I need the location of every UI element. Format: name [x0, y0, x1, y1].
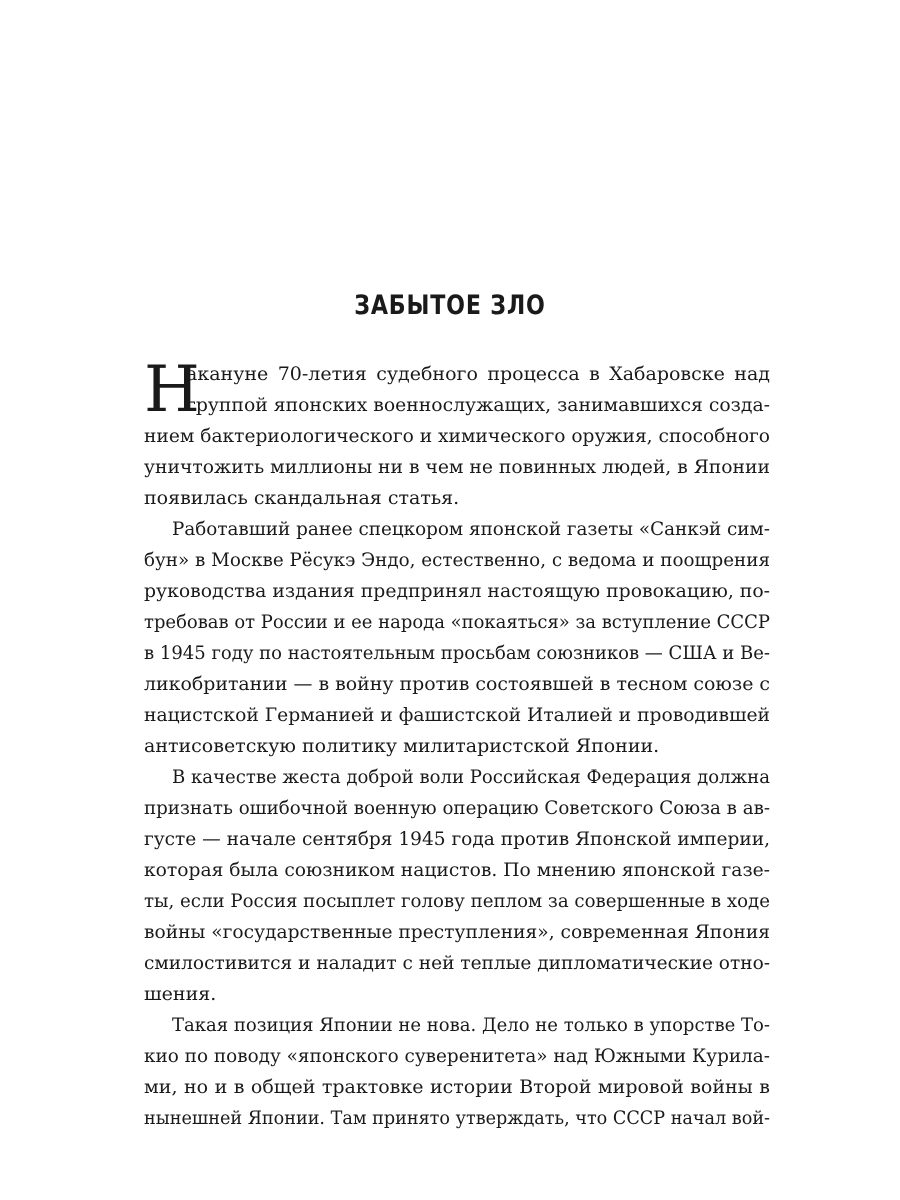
- text-line: нацистской Германией и фашистской Италией и проводившей: [144, 704, 770, 726]
- text-line: в 1945 году по настоятельным просьбам союзников — США и Ве-: [144, 642, 770, 664]
- paragraph: [144, 762, 770, 1010]
- text-line: признать ошибочной военную операцию Советского Союза в ав-: [144, 797, 770, 819]
- text-line: войны «государственные преступления», современная Япония: [144, 921, 770, 943]
- text-line: шения.: [144, 983, 217, 1005]
- text-line: ликобритании — в войну против состоявшей в тесном союзе с: [144, 673, 770, 695]
- chapter-title: ЗАБЫТОЕ ЗЛО: [354, 290, 546, 321]
- text-line: Работавший ранее спецкором японской газеты «Санкэй сим-: [172, 518, 770, 540]
- text-line: кио по поводу «японского суверенитета» над Южными Курила-: [144, 1045, 770, 1067]
- text-line: антисоветскую политику милитаристской Японии.: [144, 735, 660, 757]
- text-line: бун» в Москве Рёсукэ Эндо, естественно, с ведома и поощрения: [144, 549, 770, 571]
- text-line: В качестве жеста доброй воли Российская Федерация должна: [172, 766, 770, 788]
- text-line: нием бактериологического и химического оружия, способного: [144, 425, 770, 447]
- text-line: смилостивится и наладит с ней теплые дипломатические отно-: [144, 952, 770, 974]
- text-line: Такая позиция Японии не нова. Дело не только в упорстве То-: [172, 1014, 770, 1036]
- text-line: нынешней Японии. Там принято утверждать, что СССР начал вой-: [144, 1107, 770, 1129]
- text-line: руководства издания предпринял настоящую провокацию, по-: [144, 580, 770, 602]
- paragraph: [144, 514, 770, 762]
- paragraph: [144, 353, 770, 514]
- text-line: уничтожить миллионы ни в чем не повинных людей, в Японии: [144, 456, 770, 478]
- paragraph: [144, 1010, 770, 1134]
- text-line: ми, но и в общей трактовке истории Второй мировой войны в: [144, 1076, 770, 1098]
- text-line: требовав от России и ее народа «покаяться» за вступление СССР: [144, 611, 770, 633]
- text-line: ты, если Россия посыплет голову пеплом за совершенные в ходе: [144, 890, 770, 912]
- body-text: [144, 353, 770, 1134]
- text-line: группой японских военнослужащих, занимавшихся созда-: [186, 394, 770, 416]
- text-line: которая была союзником нацистов. По мнению японской газе-: [144, 859, 770, 881]
- text-line: появилась скандальная статья.: [144, 487, 460, 509]
- text-line: густе — начале сентября 1945 года против Японской империи,: [144, 828, 770, 850]
- text-line: акануне 70-летия судебного процесса в Хабаровске над: [186, 363, 770, 385]
- drop-cap: Н: [144, 353, 200, 427]
